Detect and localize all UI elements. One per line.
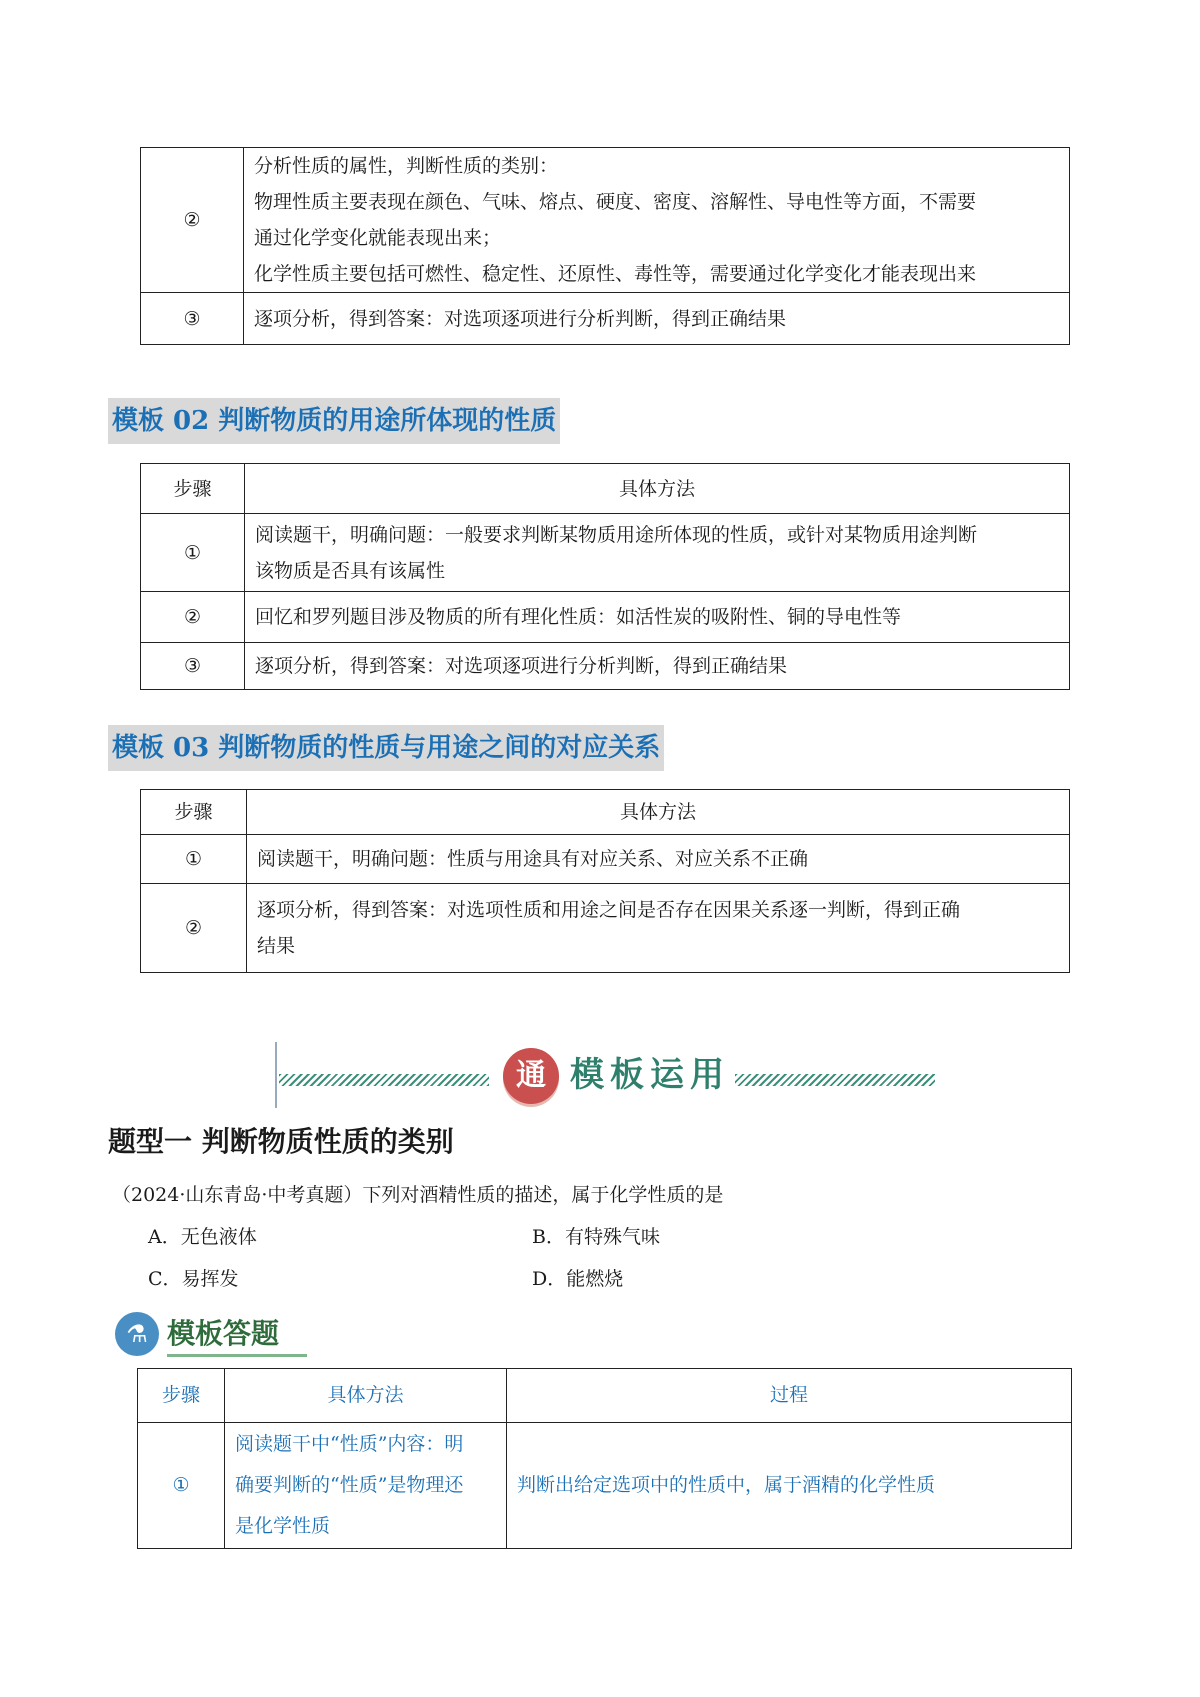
table-row	[141, 592, 1070, 643]
table-row	[141, 148, 1070, 293]
table-row	[141, 835, 1070, 884]
method-line: 阅读题干，明确问题：一般要求判断某物质用途所体现的性质，或针对某物质用途判断	[255, 523, 978, 546]
step-cell: ①	[141, 835, 247, 884]
table-header-row	[141, 464, 1070, 514]
header-method: 具体方法	[247, 790, 1070, 835]
table-row	[141, 884, 1070, 973]
method-line: 阅读题干中“性质”内容：明	[235, 1433, 464, 1455]
method-line: 逐项分析，得到答案：对选项逐项进行分析判断，得到正确结果	[254, 307, 787, 330]
answer-table	[137, 1368, 1072, 1549]
header-step: 步骤	[141, 464, 245, 514]
method-line: 分析性质的属性，判断性质的类别：	[254, 155, 559, 177]
section-title-02: 模板 02 判断物质的用途所体现的性质	[108, 398, 560, 444]
header-step: 步骤	[141, 790, 247, 835]
table-row	[141, 643, 1070, 690]
stripe-left	[279, 1074, 489, 1086]
method-line: 该物质是否具有该属性	[255, 559, 446, 582]
question-type-heading: 题型一 判断物质性质的类别	[108, 1125, 454, 1158]
method-line: 物理性质主要表现在颜色、气味、熔点、硬度、密度、溶解性、导电性等方面，不需要	[254, 191, 977, 213]
template-usage-banner	[275, 1040, 945, 1120]
method-line: 通过化学变化就能表现出来；	[254, 227, 502, 249]
option-a: A．无色液体	[148, 1226, 257, 1248]
method-cell	[244, 293, 1070, 345]
option-b: B．有特殊气味	[532, 1226, 660, 1248]
answer-banner-title: 模板答题	[167, 1317, 280, 1350]
step-cell: ②	[141, 148, 244, 293]
method-cell	[247, 884, 1070, 973]
method-line: 是化学性质	[235, 1515, 331, 1537]
process-cell: 判断出给定选项中的性质中，属于酒精的化学性质	[507, 1423, 1072, 1549]
header-method: 具体方法	[225, 1369, 507, 1423]
option-c: C．易挥发	[148, 1268, 239, 1290]
flask-icon: ⚗	[115, 1312, 159, 1356]
method-cell	[245, 592, 1070, 643]
option-d: D．能燃烧	[532, 1268, 624, 1290]
template02-table	[140, 463, 1070, 690]
question-stem: （2024·山东青岛·中考真题）下列对酒精性质的描述，属于化学性质的是	[112, 1184, 724, 1206]
stripe-right	[735, 1074, 935, 1086]
divider	[275, 1042, 277, 1108]
method-line: 逐项分析，得到答案：对选项性质和用途之间是否存在因果关系逐一判断，得到正确	[257, 899, 961, 921]
header-step: 步骤	[138, 1369, 225, 1423]
divider	[167, 1354, 307, 1357]
step-cell: ①	[141, 514, 245, 592]
method-cell	[247, 835, 1070, 884]
method-line: 确要判断的“性质”是物理还	[235, 1474, 464, 1496]
answer-banner	[115, 1310, 315, 1360]
method-line: 逐项分析，得到答案：对选项逐项进行分析判断，得到正确结果	[255, 655, 788, 677]
template01-table	[140, 147, 1070, 345]
section-title-03: 模板 03 判断物质的性质与用途之间的对应关系	[108, 725, 664, 771]
table-row	[141, 514, 1070, 592]
table-header-row	[138, 1369, 1072, 1423]
method-cell	[245, 514, 1070, 592]
method-line: 回忆和罗列题目涉及物质的所有理化性质：如活性炭的吸附性、铜的导电性等	[255, 606, 902, 628]
table-row	[141, 293, 1070, 345]
method-line: 阅读题干，明确问题：性质与用途具有对应关系、对应关系不正确	[257, 848, 809, 870]
step-cell: ②	[141, 592, 245, 643]
table-row	[138, 1423, 1072, 1549]
banner-title: 模板运用	[570, 1055, 730, 1095]
header-process: 过程	[507, 1369, 1072, 1423]
template03-table	[140, 789, 1070, 973]
step-cell: ①	[138, 1423, 225, 1549]
method-cell	[225, 1423, 507, 1549]
header-method: 具体方法	[245, 464, 1070, 514]
method-line: 化学性质主要包括可燃性、稳定性、还原性、毒性等，需要通过化学变化才能表现出来	[254, 263, 977, 285]
method-cell	[245, 643, 1070, 690]
seal-icon: 通	[503, 1048, 559, 1104]
step-cell: ③	[141, 293, 244, 345]
step-cell: ③	[141, 643, 245, 690]
method-cell	[244, 148, 1070, 293]
step-cell: ②	[141, 884, 247, 973]
method-line: 结果	[257, 935, 296, 957]
table-header-row	[141, 790, 1070, 835]
